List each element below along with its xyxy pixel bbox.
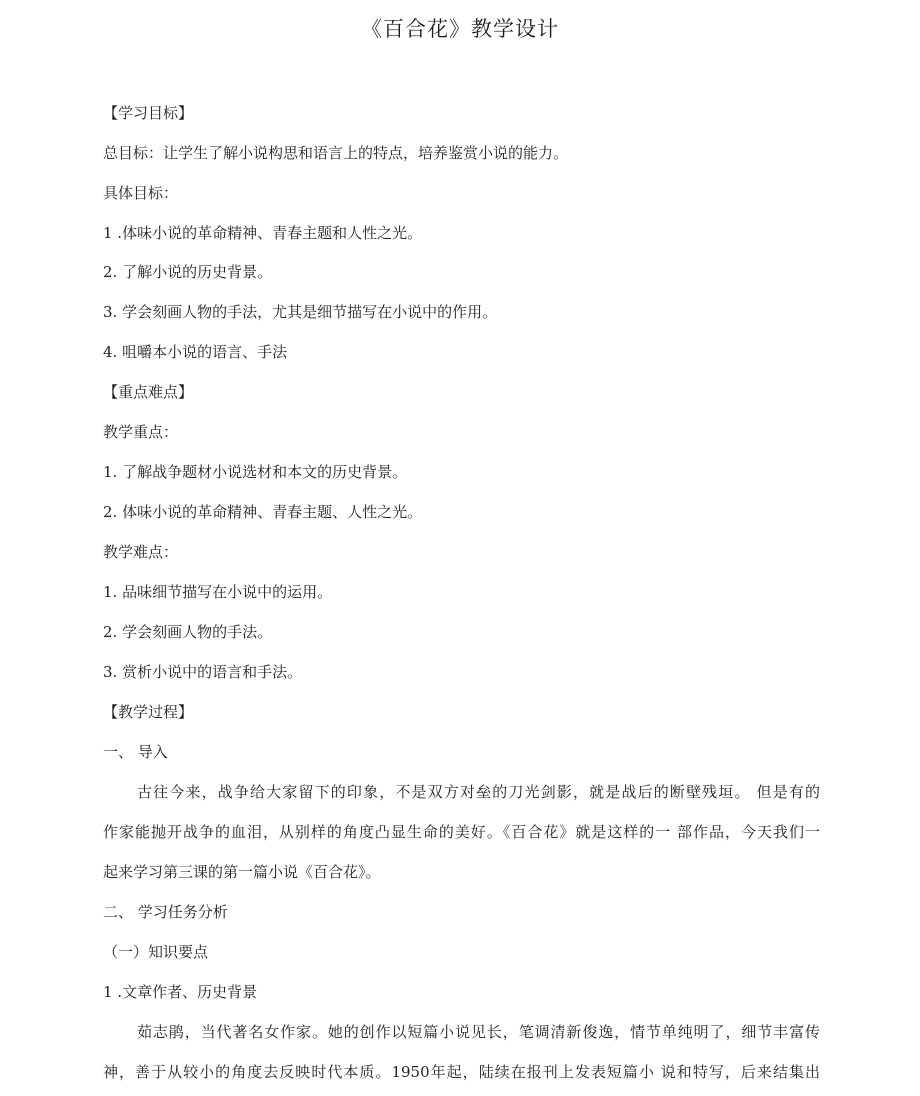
- section-heading-objectives: 【学习目标】: [103, 104, 194, 122]
- paragraph-specific-goals-label: 具体目标：: [103, 184, 179, 202]
- section-heading-process: 【教学过程】: [103, 703, 194, 721]
- list-item: 1 .体味小说的革命精神、青春主题和人性之光。: [103, 224, 423, 242]
- subheading-task-analysis: 二、 学习任务分析: [103, 903, 228, 921]
- subheading-introduction: 一、 导入: [103, 743, 168, 761]
- subheading-knowledge-points: （一）知识要点: [103, 943, 209, 961]
- paragraph-line: 起来学习第三课的第一篇小说《百合花》。: [103, 863, 381, 881]
- list-item: 3. 赏析小说中的语言和手法。: [103, 663, 303, 681]
- paragraph-line: 茹志鹃，当代著名女作家。她的创作以短篇小说见长，笔调清新俊逸，情节单纯明了，细节丰富传: [137, 1023, 820, 1041]
- list-item: 4. 咀嚼本小说的语言、手法: [103, 343, 288, 361]
- paragraph-line: 古往今来，战争给大家留下的印象，不是双方对垒的刀光剑影，就是战后的断壁残垣。 但是有的: [137, 783, 820, 801]
- paragraph-key-points-label: 教学重点：: [103, 423, 179, 441]
- paragraph-line: 作家能抛开战争的血泪，从别样的角度凸显生命的美好。《百合花》就是这样的一 部作品，今天我们一: [103, 823, 820, 841]
- document-title: 《百合花》教学设计: [361, 17, 559, 41]
- list-item: 1. 了解战争题材小说选材和本文的历史背景。: [103, 463, 408, 481]
- subheading-author-background: 1 .文章作者、历史背景: [103, 983, 258, 1001]
- paragraph-difficulties-label: 教学难点：: [103, 543, 179, 561]
- list-item: 3. 学会刻画人物的手法，尤其是细节描写在小说中的作用。: [103, 303, 498, 321]
- paragraph-line: 神，善于从较小的角度去反映时代本质。1950年起，陆续在报刊上发表短篇小 说和特写，后来结集出: [103, 1063, 820, 1081]
- list-item: 1. 品味细节描写在小说中的运用。: [103, 583, 333, 601]
- list-item: 2. 体味小说的革命精神、青春主题、人性之光。: [103, 503, 423, 521]
- section-heading-key-points: 【重点难点】: [103, 383, 194, 401]
- list-item: 2. 学会刻画人物的手法。: [103, 623, 273, 641]
- paragraph-overall-goal: 总目标：让学生了解小说构思和语言上的特点，培养鉴赏小说的能力。: [103, 144, 569, 162]
- list-item: 2. 了解小说的历史背景。: [103, 263, 273, 281]
